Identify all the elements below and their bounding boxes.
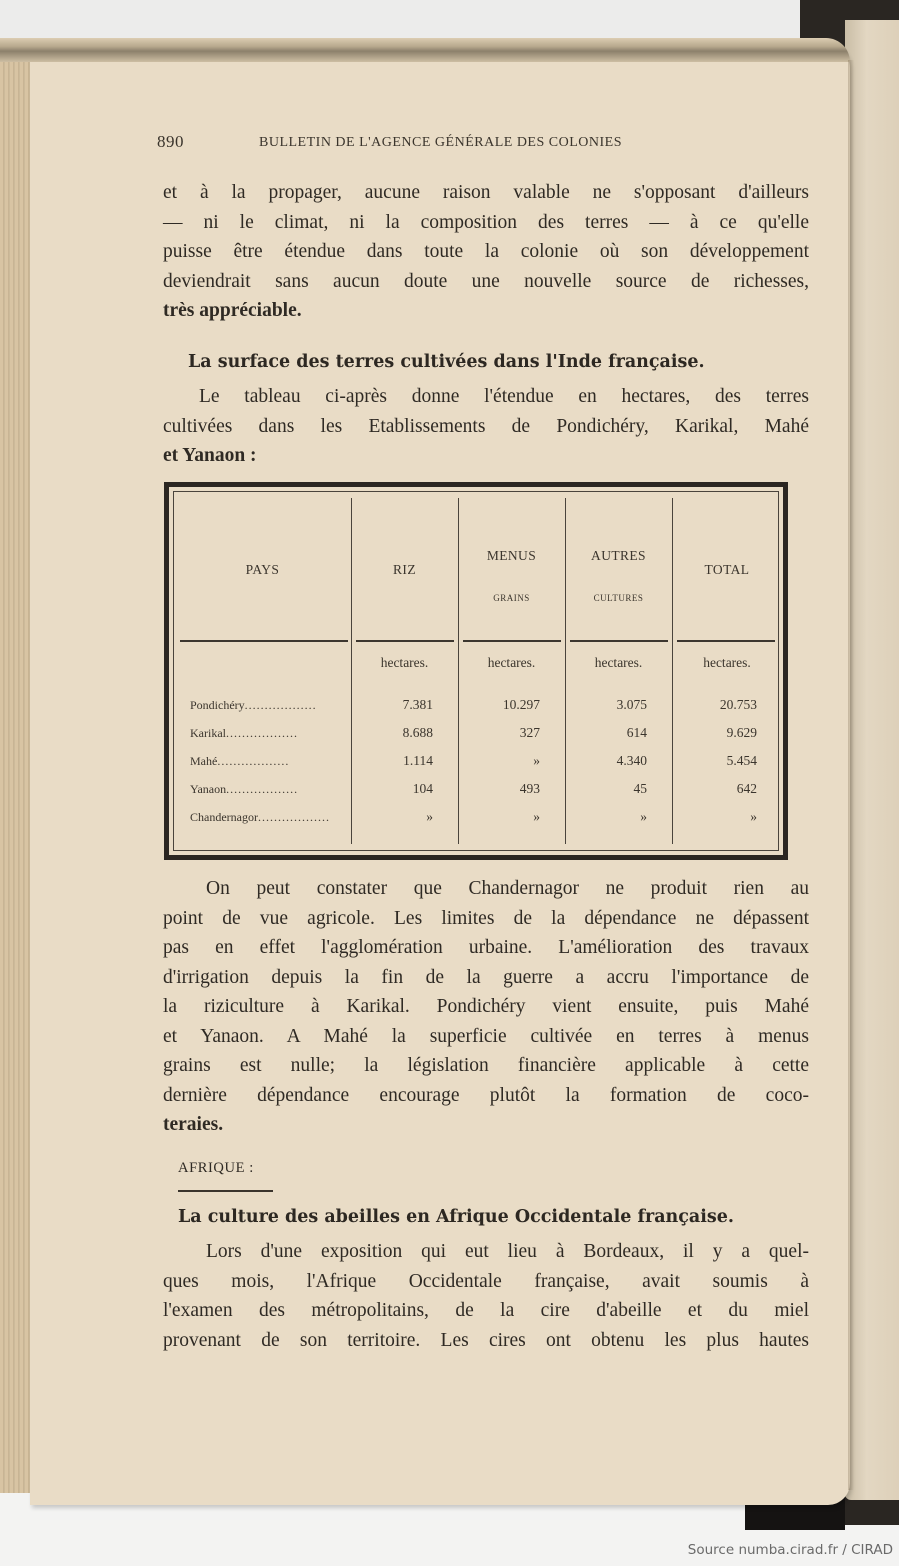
cell-total: » (750, 809, 757, 824)
page-number: 890 (157, 132, 184, 151)
scan-background (0, 0, 899, 40)
table-row-label: Chandernagor.................. (190, 810, 330, 824)
header-rule (356, 640, 454, 642)
cell-autres-cultures: 45 (633, 781, 647, 796)
cell-total: 5.454 (726, 753, 757, 768)
unit-label: hectares. (487, 655, 536, 670)
cell-autres-cultures: 3.075 (616, 697, 647, 712)
cell-total: 642 (736, 781, 757, 796)
commentary-paragraph (163, 874, 809, 1140)
text-line: Lors d'une exposition qui eut lieu à Bordeaux, il y a quel- (206, 1241, 809, 1262)
header-rule (570, 640, 668, 642)
cell-riz: 1.114 (403, 753, 433, 768)
header-cultures: CULTURES (593, 593, 644, 603)
section-heading-inde: La surface des terres cultivées dans l'Inde française. (188, 352, 705, 372)
cultivated-land-table (164, 482, 788, 860)
source-credit: Source numba.cirad.fr / CIRAD (687, 1542, 893, 1558)
text-line: — ni le climat, ni la composition des terres — à ce qu'elle (163, 211, 809, 233)
cell-menus-grains: 493 (519, 781, 540, 796)
intro-paragraph (163, 178, 809, 326)
text-line: teraies. (163, 1114, 224, 1135)
text-line: l'examen des métropolitains, de la cire d'abeille et du miel (163, 1300, 809, 1321)
text-line: deviendrait sans aucun doute une nouvelle source de richesses, (163, 270, 809, 292)
unit-label: hectares. (380, 655, 429, 670)
header-rule (463, 640, 561, 642)
header-total: TOTAL (704, 562, 750, 577)
unit-label: hectares. (703, 655, 751, 670)
cell-riz: 104 (412, 781, 433, 796)
cell-autres-cultures: 614 (626, 725, 647, 740)
header-menus: MENUS (486, 548, 537, 563)
table-row-label: Karikal.................. (190, 726, 298, 740)
cell-autres-cultures: 4.340 (616, 753, 647, 768)
text-line: et Yanaon : (163, 445, 257, 466)
text-line: cultivées dans les Etablissements de Pondichéry, Karikal, Mahé (163, 415, 809, 437)
cell-menus-grains: » (533, 753, 540, 768)
unit-label: hectares. (594, 655, 643, 670)
text-line: ques mois, l'Afrique Occidentale française, avait soumis à (163, 1270, 809, 1292)
text-line: et Yanaon. A Mahé la superficie cultivée en terres à menus (163, 1025, 809, 1047)
header-riz: RIZ (393, 562, 416, 577)
cell-menus-grains: 10.297 (502, 697, 540, 712)
section-intro-paragraph (163, 382, 809, 471)
text-line: pas en effet l'agglomération urbaine. L'amélioration des travaux (163, 937, 809, 958)
cell-riz: » (426, 809, 433, 824)
text-line: d'irrigation depuis la fin de la guerre a accru l'importance de (163, 966, 809, 988)
text-line: dernière dépendance encourage plutôt la formation de coco- (163, 1084, 809, 1106)
cell-total: 20.753 (719, 697, 757, 712)
text-line: On peut constater que Chandernagor ne produit rien au (206, 878, 809, 899)
gutter-shadow (848, 60, 854, 1490)
cell-riz: 8.688 (402, 725, 433, 740)
table-row-label: Pondichéry.................. (190, 698, 317, 712)
cell-riz: 7.381 (402, 697, 433, 712)
page-top-edge (0, 38, 850, 62)
header-rule (677, 640, 775, 642)
abeilles-paragraph (163, 1237, 809, 1355)
cell-menus-grains: 327 (519, 725, 540, 740)
region-label: AFRIQUE : (178, 1160, 254, 1176)
section-heading-abeilles: La culture des abeilles en Afrique Occidentale française. (178, 1207, 734, 1227)
text-line: grains est nulle; la législation financière applicable à cette (163, 1055, 809, 1076)
text-line: Le tableau ci-après donne l'étendue en hectares, des terres (199, 386, 809, 407)
text-line: la riziculture à Karikal. Pondichéry vient ensuite, puis Mahé (163, 996, 809, 1017)
text-line: très appréciable. (163, 300, 302, 321)
header-rule (180, 640, 348, 642)
region-underline (178, 1190, 273, 1192)
journal-title: BULLETIN DE L'AGENCE GÉNÉRALE DES COLONIES (259, 135, 622, 150)
header-grains: GRAINS (493, 593, 530, 603)
header-pays: PAYS (245, 562, 280, 577)
text-line: provenant de son territoire. Les cires ont obtenu les plus hautes (163, 1329, 809, 1351)
text-line: point de vue agricole. Les limites de la dépendance ne dépassent (163, 907, 809, 929)
table-row-label: Mahé.................. (190, 754, 290, 768)
header-autres: AUTRES (591, 548, 646, 563)
cell-menus-grains: » (533, 809, 540, 824)
cell-total: 9.629 (726, 725, 757, 740)
text-line: puisse être étendue dans toute la colonie où son développement (163, 241, 809, 262)
cell-autres-cultures: » (640, 809, 647, 824)
table-inner-border (173, 491, 779, 851)
text-line: et à la propager, aucune raison valable ne s'opposant d'ailleurs (163, 182, 809, 203)
table-row-label: Yanaon.................. (190, 782, 299, 796)
